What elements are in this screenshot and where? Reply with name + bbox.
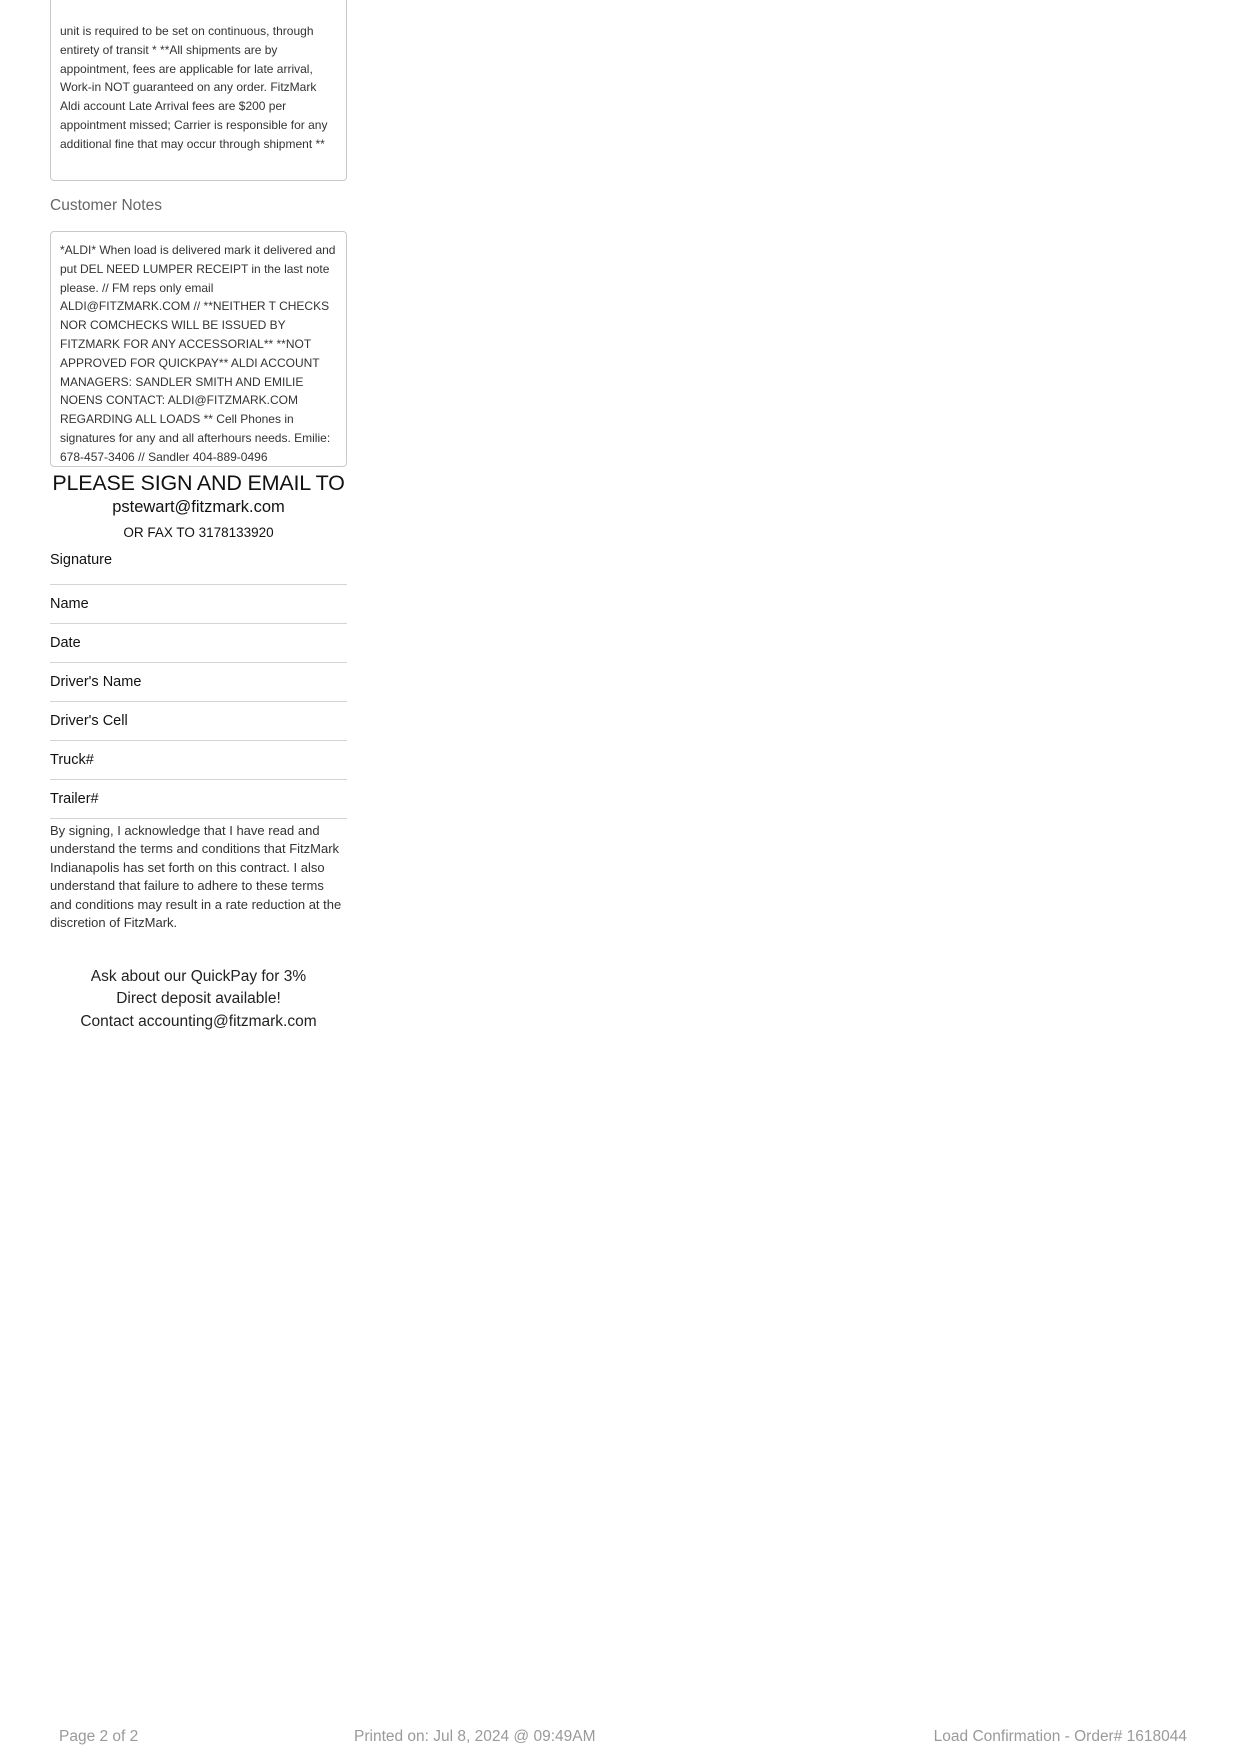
shipping-notes-text: unit is required to be set on continuous, through entirety of transit * **All shipments are by appointment, fees are applicable for late arrival, Work-in NOT guaranteed on any order. FitzMark Aldi account Late Arrival fees are $200 per appointment missed; Carrier is responsible for any additional fine that may occur through shipment ** — [60, 24, 328, 151]
customer-notes-text: *ALDI* When load is delivered mark it delivered and put DEL NEED LUMPER RECEIPT in the last note please. // FM reps only email ALDI@FITZMARK.COM // **NEITHER T CHECKS NOR COMCHECKS WILL BE ISSUED BY FITZMARK FOR ANY ACCESSORIAL** **NOT APPROVED FOR QUICKPAY** ALDI ACCOUNT MANAGERS: SANDLER SMITH AND EMILIE NOENS CONTACT: ALDI@FITZMARK.COM REGARDING ALL LOADS ** Cell Phones in signatures for any and all afterhours needs. Emilie: 678-457-3406 // Sandler 404-889-0496 — [60, 243, 336, 464]
signature-field — [50, 548, 347, 585]
trailer-label: Trailer# — [50, 791, 99, 807]
quickpay-line-1: Ask about our QuickPay for 3% — [90, 968, 307, 985]
sign-fax: OR FAX TO 3178133920 — [123, 525, 274, 540]
quickpay-line-3: Contact accounting@fitzmark.com — [80, 1012, 317, 1030]
sign-email: pstewart@fitzmark.com — [112, 498, 285, 516]
drivers-cell-input[interactable] — [160, 706, 347, 736]
signature-input[interactable] — [160, 552, 347, 580]
name-input[interactable] — [160, 589, 347, 619]
name-field — [50, 585, 347, 624]
customer-notes-box — [50, 231, 347, 467]
shipping-notes-box — [50, 0, 347, 181]
quickpay-line-2: Direct deposit available! — [116, 990, 281, 1008]
trailer-input[interactable] — [160, 784, 347, 814]
drivers-name-label: Driver's Name — [50, 674, 142, 690]
sign-instructions — [50, 470, 347, 542]
truck-field — [50, 741, 347, 780]
printed-timestamp: Printed on: Jul 8, 2024 @ 09:49AM — [354, 1728, 596, 1745]
drivers-name-field — [50, 663, 347, 702]
sign-title: PLEASE SIGN AND EMAIL TO — [52, 471, 345, 495]
date-input[interactable] — [160, 628, 347, 658]
drivers-cell-field — [50, 702, 347, 741]
name-label: Name — [50, 596, 89, 612]
quickpay-notice — [50, 966, 347, 1033]
drivers-cell-label: Driver's Cell — [50, 713, 128, 729]
signature-label: Signature — [50, 552, 113, 568]
document-title: Load Confirmation - Order# 1618044 — [933, 1728, 1187, 1745]
truck-input[interactable] — [160, 745, 347, 775]
trailer-field — [50, 780, 347, 819]
page-number: Page 2 of 2 — [59, 1728, 139, 1745]
date-label: Date — [50, 635, 81, 651]
truck-label: Truck# — [50, 752, 94, 768]
drivers-name-input[interactable] — [160, 667, 347, 697]
acknowledgement-text: By signing, I acknowledge that I have read and understand the terms and conditions that FitzMark Indianapolis has set forth on this contract. I also understand that failure to adhere to these terms and conditions may result in a rate reduction at the discretion of FitzMark. — [50, 823, 342, 931]
date-field — [50, 624, 347, 663]
customer-notes-label: Customer Notes — [50, 197, 162, 214]
signature-fields — [50, 548, 347, 819]
